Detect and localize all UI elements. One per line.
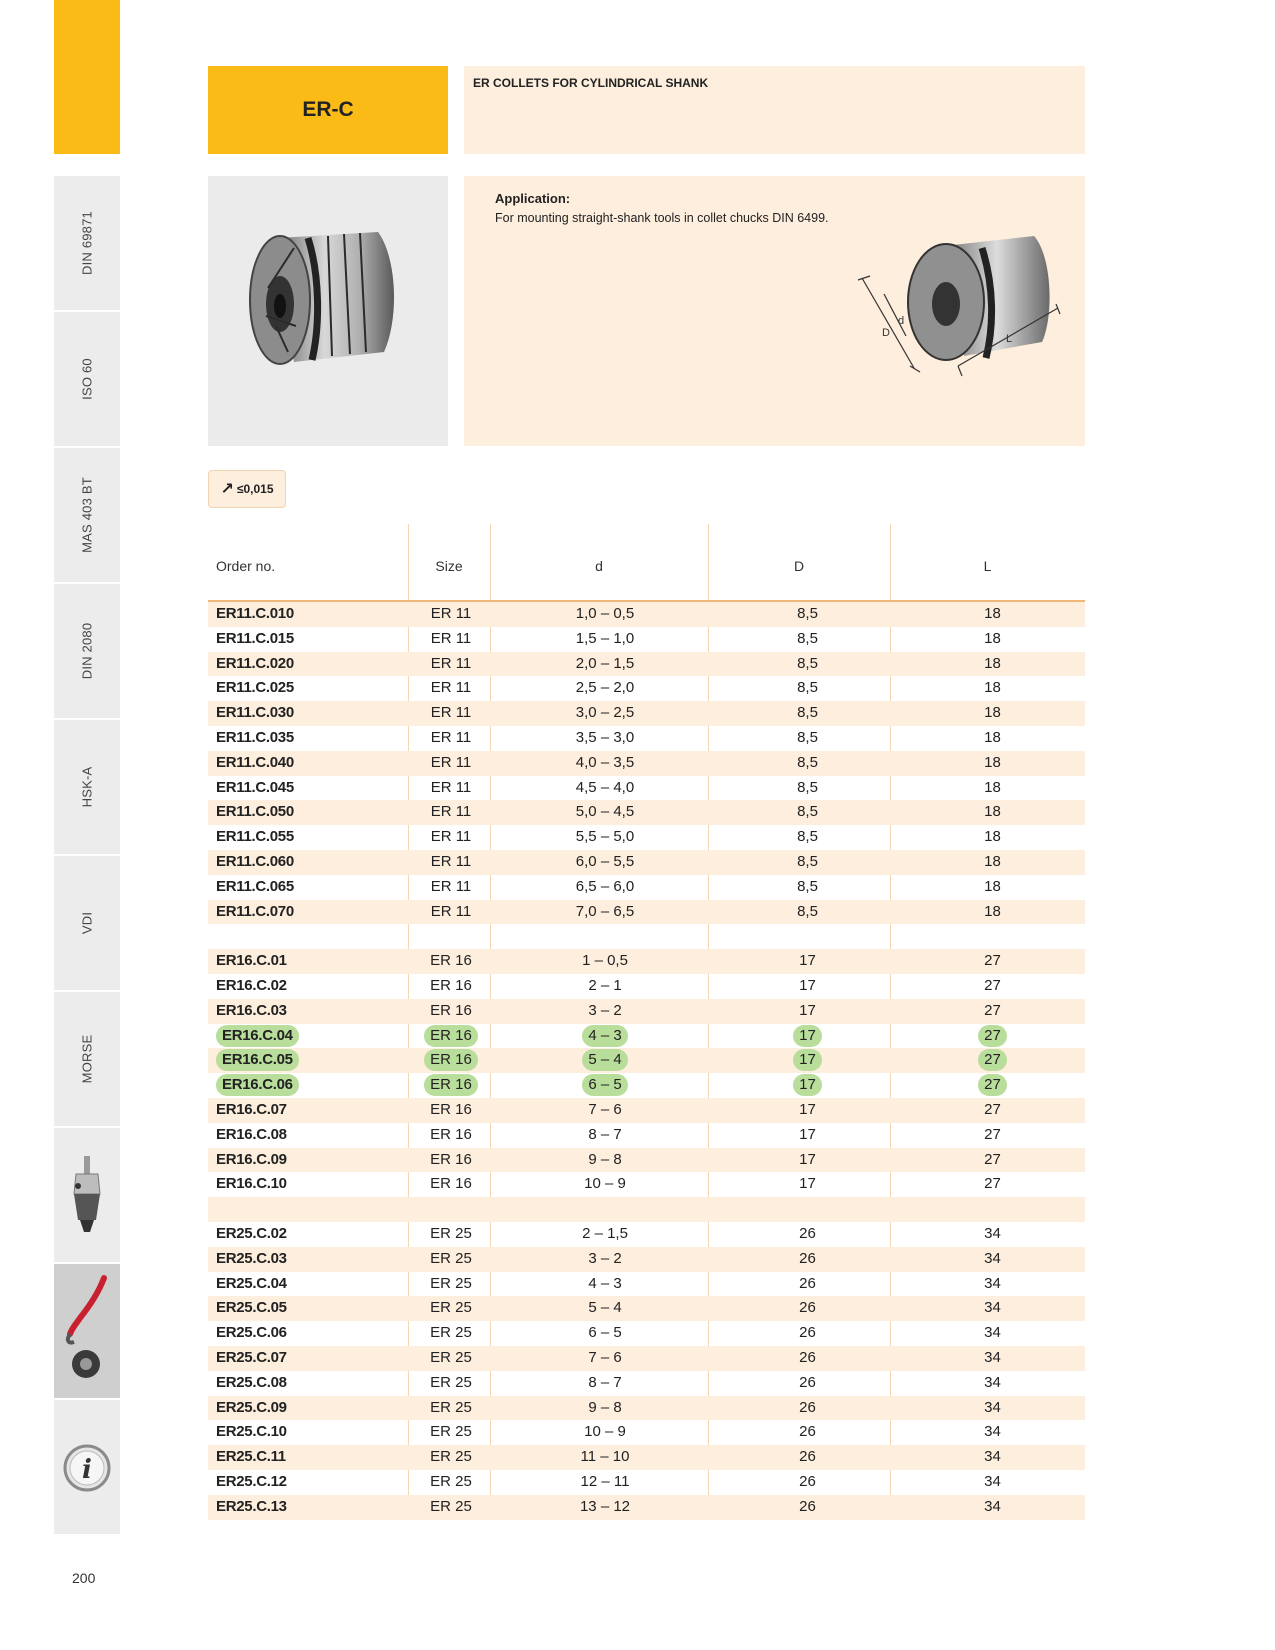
cell-l: 27: [984, 1101, 1001, 1118]
cell-d-outer: 8,5: [797, 654, 818, 672]
cell-d: 8 – 7: [588, 1125, 622, 1143]
table-row: [208, 1495, 1085, 1520]
cell-d-outer: 26: [799, 1398, 816, 1416]
highlight-pill: 17: [793, 1074, 822, 1096]
cell-d: 2 – 1,5: [582, 1225, 628, 1242]
cell-d: [495, 1048, 715, 1073]
cell-d-outer: 8,5: [797, 853, 818, 870]
sidebar-tab-vdi[interactable]: [54, 856, 120, 990]
cell-order: ER11.C.065: [216, 877, 294, 895]
runout-tolerance-value: ≤0,015: [236, 482, 274, 496]
cell-order: ER25.C.03: [216, 1249, 287, 1267]
table-row: [208, 1321, 1085, 1346]
cell-size: ER 11: [430, 679, 472, 697]
runout-arrow-icon: ↗: [220, 481, 234, 498]
cell-l: 34: [984, 1448, 1001, 1466]
cell-l: 34: [984, 1225, 1001, 1242]
table-row: [208, 1172, 1085, 1197]
cell-order: ER16.C.02: [216, 977, 287, 994]
table-row: [208, 1371, 1085, 1396]
highlight-pill: 17: [793, 1025, 822, 1047]
sidebar: [54, 0, 120, 1538]
cell-d-outer: 8,5: [797, 902, 818, 920]
highlight-pill: 5 – 4: [582, 1049, 627, 1071]
svg-text:i: i: [82, 1455, 92, 1485]
cell-size: ER 16: [430, 1125, 472, 1143]
header-L: L: [983, 558, 992, 574]
cell-l: 27: [984, 952, 1001, 970]
cell-l: 34: [984, 1249, 1001, 1267]
table-row: [208, 652, 1085, 677]
cell-l: 18: [984, 853, 1001, 870]
cell-d-outer: 26: [799, 1274, 816, 1292]
cell-l: 18: [984, 753, 1001, 771]
sidebar-tab-hsk-a[interactable]: [54, 720, 120, 854]
sidebar-tab-label: DIN 69871: [79, 211, 95, 275]
sidebar-tab-wrench-nut[interactable]: [54, 1264, 120, 1398]
table-row: [208, 776, 1085, 801]
cell-d-outer: [716, 1073, 899, 1098]
sidebar-tab-label: MAS 403 BT: [79, 477, 95, 553]
application-panel: [464, 176, 1085, 446]
cell-d-outer: 26: [799, 1249, 816, 1267]
cell-size: ER 25: [430, 1299, 472, 1317]
cell-d-outer: 8,5: [797, 778, 818, 796]
cell-order: ER16.C.01: [216, 952, 287, 970]
cell-order: ER11.C.020: [216, 654, 294, 672]
table-row: [208, 900, 1085, 925]
cell-size: ER 25: [430, 1473, 472, 1490]
cell-d-outer: 17: [799, 1150, 816, 1168]
table-row: [208, 627, 1085, 652]
cell-d-outer: 8,5: [797, 704, 818, 722]
cell-l: 27: [984, 1125, 1001, 1143]
cell-size: ER 25: [430, 1398, 472, 1416]
table-row: [208, 1073, 1085, 1098]
cell-size: ER 11: [430, 729, 472, 746]
cell-l: 34: [984, 1349, 1001, 1366]
table-spacer-row: [208, 1197, 1085, 1222]
cell-d: 9 – 8: [588, 1150, 622, 1168]
cell-order: ER25.C.12: [216, 1473, 287, 1490]
table-row: [208, 800, 1085, 825]
cell-order: ER25.C.10: [216, 1423, 287, 1441]
cell-order: ER25.C.07: [216, 1349, 287, 1366]
cell-l: 18: [984, 828, 1001, 846]
cell-order: ER11.C.030: [216, 704, 294, 722]
cell-l: 18: [984, 679, 1001, 697]
page-title: ER-C: [302, 98, 354, 121]
highlight-pill: 27: [978, 1025, 1007, 1047]
table-row: [208, 1396, 1085, 1421]
cell-size: ER 25: [430, 1497, 472, 1515]
cell-d: 7 – 6: [588, 1101, 622, 1118]
cell-d-outer: 26: [799, 1497, 816, 1515]
cell-order: ER11.C.055: [216, 828, 294, 846]
runout-tolerance-badge: [208, 470, 286, 508]
cell-d: 1,0 – 0,5: [575, 605, 635, 622]
collet-photo-image: [208, 176, 448, 446]
cell-d-outer: 17: [799, 952, 816, 970]
cell-d-outer: [716, 1048, 899, 1073]
subtitle-box: [464, 66, 1085, 154]
cell-size: ER 16: [430, 1175, 472, 1193]
cell-l: 18: [984, 704, 1001, 722]
cell-d-outer: 26: [799, 1324, 816, 1342]
cell-d: 9 – 8: [588, 1398, 622, 1416]
table-row: [208, 1470, 1085, 1495]
cell-order: ER11.C.045: [216, 778, 294, 796]
cell-d-outer: 8,5: [797, 753, 818, 771]
cell-d-outer: 26: [799, 1373, 816, 1391]
table-row: [208, 949, 1085, 974]
cell-size: ER 11: [430, 704, 472, 722]
cell-size: ER 25: [430, 1324, 472, 1342]
table-row: [208, 1048, 1085, 1073]
table-row: [208, 1272, 1085, 1297]
cell-d: 2 – 1: [588, 977, 622, 994]
cell-l: 34: [984, 1497, 1001, 1515]
highlight-pill: 27: [978, 1074, 1007, 1096]
cell-d: 2,0 – 1,5: [575, 654, 635, 672]
cell-order: ER16.C.09: [216, 1150, 287, 1168]
cell-d-outer: 8,5: [797, 729, 818, 746]
cell-l: [900, 1048, 1085, 1073]
sidebar-tab-din-69871[interactable]: [54, 176, 120, 310]
table-row: [208, 1148, 1085, 1173]
cell-l: 18: [984, 877, 1001, 895]
cell-l: 34: [984, 1373, 1001, 1391]
table-row: [208, 825, 1085, 850]
table-row: [208, 1346, 1085, 1371]
cell-d-outer: 8,5: [797, 629, 818, 647]
cell-size: ER 11: [430, 803, 472, 821]
header-size: Size: [435, 558, 463, 574]
table-row: [208, 676, 1085, 701]
cell-d: 2,5 – 2,0: [575, 679, 635, 697]
cell-size: ER 25: [430, 1423, 472, 1441]
cell-d-outer: 26: [799, 1299, 816, 1317]
cell-d: 3 – 2: [588, 1249, 622, 1267]
cell-d-outer: 17: [799, 1125, 816, 1143]
cell-order: [216, 1024, 299, 1049]
cell-d: 8 – 7: [588, 1373, 622, 1391]
cell-d: 5 – 4: [588, 1299, 622, 1317]
cell-l: 18: [984, 902, 1001, 920]
table-row: [208, 751, 1085, 776]
cell-d: 3,0 – 2,5: [575, 704, 635, 722]
cell-d-outer: 26: [799, 1423, 816, 1441]
table-row: [208, 1247, 1085, 1272]
cell-l: 27: [984, 1001, 1001, 1019]
cell-l: 34: [984, 1398, 1001, 1416]
table-row: [208, 999, 1085, 1024]
cell-order: ER25.C.13: [216, 1497, 287, 1515]
cell-l: 18: [984, 778, 1001, 796]
cell-size: ER 11: [430, 853, 472, 870]
cell-l: 34: [984, 1324, 1001, 1342]
cell-order: ER11.C.035: [216, 729, 294, 746]
highlight-pill: 27: [978, 1049, 1007, 1071]
table-row: [208, 974, 1085, 999]
cell-size: ER 11: [430, 605, 472, 622]
cell-order: ER11.C.010: [216, 605, 294, 622]
cell-order: ER25.C.06: [216, 1324, 287, 1342]
sidebar-tab-mas-403-bt[interactable]: [54, 448, 120, 582]
cell-order: [216, 1048, 299, 1073]
cell-size: ER 25: [430, 1225, 472, 1242]
cell-order: ER16.C.03: [216, 1001, 287, 1019]
cell-d-outer: [716, 1024, 899, 1049]
cell-l: 18: [984, 629, 1001, 647]
cell-d-outer: 26: [799, 1349, 816, 1366]
cell-size: ER 16: [430, 952, 472, 970]
collet-dimension-diagram: [854, 216, 1074, 396]
diagram-label-D: D: [882, 327, 890, 339]
cell-size: ER 25: [430, 1373, 472, 1391]
cell-d: 4 – 3: [588, 1274, 622, 1292]
cell-size: ER 11: [430, 902, 472, 920]
cell-size: ER 11: [430, 828, 472, 846]
cell-d: 1,5 – 1,0: [575, 629, 635, 647]
cell-d-outer: 26: [799, 1448, 816, 1466]
cell-d: 7 – 6: [588, 1349, 622, 1366]
info-icon: [54, 1400, 120, 1534]
cell-d: 3,5 – 3,0: [575, 729, 635, 746]
cell-order: ER11.C.015: [216, 629, 294, 647]
cell-d-outer: 8,5: [797, 803, 818, 821]
cell-d: 7,0 – 6,5: [575, 902, 635, 920]
cell-l: 18: [984, 803, 1001, 821]
cell-order: ER11.C.040: [216, 753, 294, 771]
highlight-pill: 6 – 5: [582, 1074, 627, 1096]
cell-size: ER 25: [430, 1448, 472, 1466]
highlight-pill: ER16.C.04: [216, 1025, 299, 1047]
cell-order: ER16.C.08: [216, 1125, 287, 1143]
cell-d: 3 – 2: [588, 1001, 622, 1019]
highlight-pill: ER16.C.05: [216, 1049, 299, 1071]
sidebar-tab-label: DIN 2080: [79, 622, 95, 680]
cell-l: 18: [984, 654, 1001, 672]
table-row: [208, 701, 1085, 726]
sidebar-tab-label: VDI: [79, 911, 95, 935]
cell-d: 10 – 9: [584, 1423, 626, 1441]
cell-d-outer: 17: [799, 1001, 816, 1019]
cell-size: [408, 1073, 494, 1098]
cell-d-outer: 17: [799, 1175, 816, 1193]
table-row: [208, 850, 1085, 875]
cell-d: 5,5 – 5,0: [575, 828, 635, 846]
cell-order: ER25.C.02: [216, 1225, 287, 1242]
page-number: 200: [72, 1570, 96, 1586]
cell-size: ER 16: [430, 977, 472, 994]
drill-chuck-icon: [54, 1128, 120, 1262]
cell-d: 12 – 11: [580, 1473, 630, 1490]
cell-size: ER 25: [430, 1249, 472, 1267]
cell-d-outer: 17: [799, 1101, 816, 1118]
cell-l: 18: [984, 605, 1001, 622]
page-title-box: [208, 66, 448, 154]
header-order-no: Order no.: [216, 558, 276, 574]
cell-d: [495, 1024, 715, 1049]
cell-d-outer: 8,5: [797, 877, 818, 895]
sidebar-tab-label: ISO 60: [79, 358, 95, 400]
cell-order: ER25.C.05: [216, 1299, 287, 1317]
cell-l: 27: [984, 1175, 1001, 1193]
cell-d: 6,0 – 5,5: [575, 853, 635, 870]
table-row: [208, 1222, 1085, 1247]
cell-order: ER25.C.11: [216, 1448, 286, 1466]
table-row: [208, 602, 1085, 627]
table-header: [208, 524, 1085, 602]
cell-l: 27: [984, 977, 1001, 994]
table-spacer-row: [208, 924, 1085, 949]
table-row: [208, 1123, 1085, 1148]
cell-d: 11 – 10: [580, 1448, 630, 1466]
sidebar-tab-info[interactable]: [54, 1400, 120, 1534]
cell-order: ER16.C.07: [216, 1101, 287, 1118]
table-row: [208, 1420, 1085, 1445]
cell-d: 4,0 – 3,5: [575, 753, 635, 771]
cell-size: ER 11: [430, 877, 472, 895]
cell-size: [408, 1048, 494, 1073]
cell-order: ER11.C.070: [216, 902, 294, 920]
cell-size: ER 11: [430, 753, 472, 771]
cell-d-outer: 8,5: [797, 679, 818, 697]
cell-order: ER11.C.025: [216, 679, 294, 697]
sidebar-tab-label: MORSE: [79, 1034, 95, 1084]
cell-order: [216, 1073, 299, 1098]
cell-order: ER11.C.050: [216, 803, 294, 821]
cell-l: [900, 1073, 1085, 1098]
cell-size: ER 11: [430, 778, 472, 796]
cell-d: 10 – 9: [584, 1175, 626, 1193]
cell-order: ER11.C.060: [216, 853, 294, 870]
cell-size: ER 11: [430, 629, 472, 647]
cell-size: ER 16: [430, 1001, 472, 1019]
cell-size: [408, 1024, 494, 1049]
cell-size: ER 25: [430, 1274, 472, 1292]
cell-order: ER16.C.10: [216, 1175, 287, 1193]
highlight-pill: ER16.C.06: [216, 1074, 299, 1096]
highlight-pill: ER 16: [424, 1025, 478, 1047]
sidebar-tab-drill-chuck[interactable]: [54, 1128, 120, 1262]
cell-d: 6 – 5: [588, 1324, 622, 1342]
cell-l: [900, 1024, 1085, 1049]
table-row: [208, 1024, 1085, 1049]
cell-size: ER 16: [430, 1101, 472, 1118]
table-row: [208, 1445, 1085, 1470]
header-D: D: [793, 558, 805, 574]
header-d: d: [595, 558, 603, 574]
sidebar-tab-label: HSK-A: [79, 766, 95, 808]
cell-l: 34: [984, 1274, 1001, 1292]
sidebar-tab-morse[interactable]: [54, 992, 120, 1126]
highlight-pill: 4 – 3: [582, 1025, 627, 1047]
table-row: [208, 875, 1085, 900]
highlight-pill: ER 16: [424, 1074, 478, 1096]
wrench-nut-icon: [54, 1264, 120, 1398]
table-row: [208, 726, 1085, 751]
cell-d-outer: 17: [799, 977, 816, 994]
cell-d: 13 – 12: [579, 1497, 631, 1515]
cell-order: ER25.C.09: [216, 1398, 287, 1416]
highlight-pill: ER 16: [424, 1049, 478, 1071]
sidebar-accent: [54, 0, 120, 154]
page-subtitle: ER COLLETS FOR CYLINDRICAL SHANK: [473, 76, 709, 90]
cell-size: ER 16: [430, 1150, 472, 1168]
cell-size: ER 25: [430, 1349, 472, 1366]
table-row: [208, 1098, 1085, 1123]
cell-size: ER 11: [430, 654, 472, 672]
cell-d: 5,0 – 4,5: [575, 803, 635, 821]
cell-l: 18: [984, 729, 1001, 746]
cell-d-outer: 8,5: [797, 605, 818, 622]
highlight-pill: 17: [793, 1049, 822, 1071]
sidebar-tab-iso-60[interactable]: [54, 312, 120, 446]
application-label: Application:: [495, 191, 571, 206]
cell-d: [495, 1073, 715, 1098]
cell-d-outer: 26: [799, 1225, 816, 1242]
cell-l: 27: [984, 1150, 1001, 1168]
cell-d-outer: 26: [799, 1473, 816, 1490]
sidebar-tab-din-2080[interactable]: [54, 584, 120, 718]
table-row: [208, 1296, 1085, 1321]
product-photo: [208, 176, 448, 446]
cell-d: 4,5 – 4,0: [575, 778, 635, 796]
cell-d: 1 – 0,5: [582, 952, 628, 970]
diagram-label-L: L: [1006, 333, 1013, 345]
cell-d: 6,5 – 6,0: [575, 877, 635, 895]
cell-l: 34: [984, 1423, 1001, 1441]
cell-d-outer: 8,5: [797, 828, 818, 846]
cell-order: ER25.C.04: [216, 1274, 287, 1292]
cell-order: ER25.C.08: [216, 1373, 287, 1391]
cell-l: 34: [984, 1473, 1001, 1490]
application-text: For mounting straight-shank tools in collet chucks DIN 6499.: [495, 211, 829, 225]
cell-l: 34: [984, 1299, 1001, 1317]
diagram-label-d: d: [898, 315, 905, 327]
